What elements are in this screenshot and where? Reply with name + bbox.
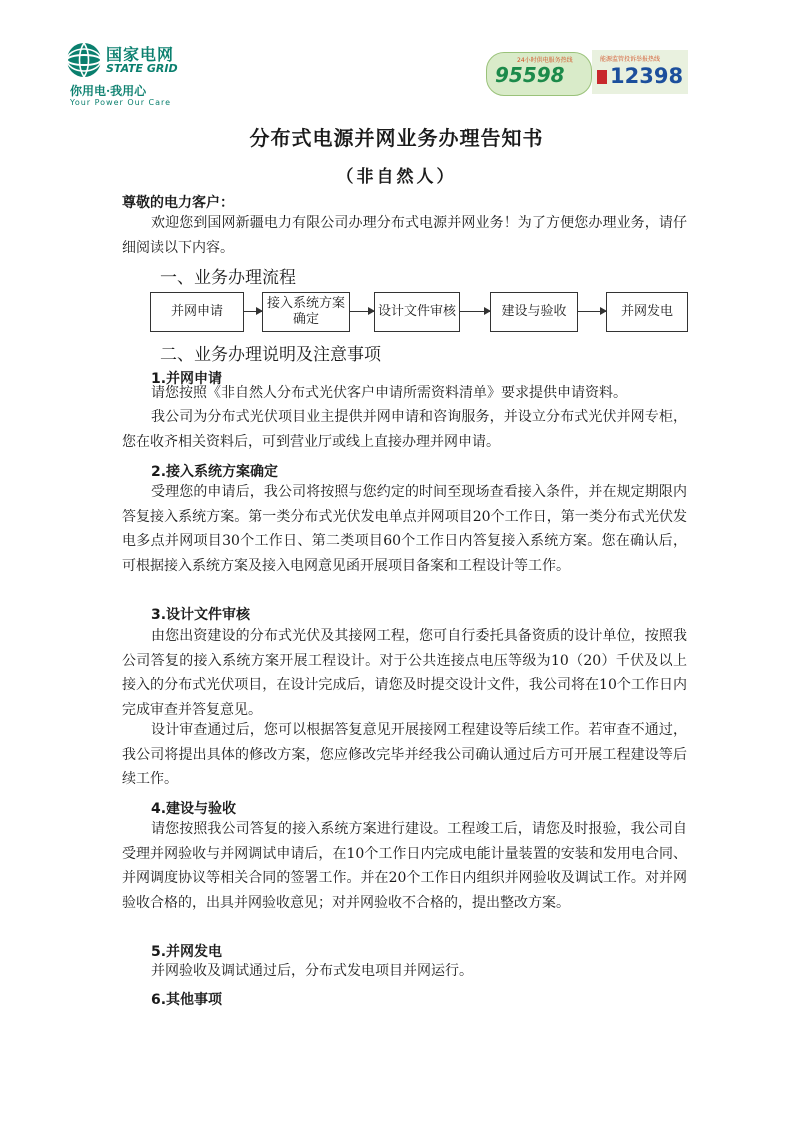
flow-step-grid-connection: 并网发电: [606, 292, 688, 332]
hotline-12398-number: 12398: [610, 64, 684, 88]
item-heading-2: 2.接入系统方案确定: [151, 464, 279, 480]
item-heading-1: 1.并网申请: [151, 371, 223, 387]
item-heading-3: 3.设计文件审核: [151, 607, 251, 623]
section-heading-process: 一、业务办理流程: [160, 268, 296, 288]
hotline-12398-badge: [592, 50, 688, 94]
state-grid-emblem-icon: [64, 40, 104, 80]
hotline-12398-caption: 能源监管投诉举报热线: [600, 56, 661, 63]
flow-step-construction: 建设与验收: [490, 292, 578, 332]
item-heading-4: 4.建设与验收: [151, 801, 237, 817]
item-4-paragraph-1: 请您按照我公司答复的接入系统方案进行建设。工程竣工后，请您及时报验，我公司自受理并网验收与并网调试申请后，在10个工作日内完成电能计量装置的安装和发用电合同、并网调度协议等相关合同的签署工作。并在20个工作日内组织并网验收及调试工作。对并网验收合格的，出具并网验收意见；对并网验收不合格的，提出整改方案。: [122, 821, 687, 911]
document-title: 分布式电源并网业务办理告知书: [249, 126, 544, 150]
slogan-en: Your Power Our Care: [70, 98, 172, 107]
greeting: 尊敬的电力客户：: [122, 195, 234, 211]
state-grid-logo: [64, 40, 214, 110]
slogan-cn: 你用电·我用心: [70, 84, 147, 98]
item-3-paragraph-2: 设计审查通过后，您可以根据答复意见开展接网工程建设等后续工作。若审查不通过，我公司将提出具体的修改方案，您应修改完毕并经我公司确认通过后方可开展工程建设等后续工作。: [122, 722, 687, 787]
flow-arrow-icon: [350, 311, 374, 312]
flow-arrow-icon: [244, 311, 262, 312]
flow-step-design-review: 设计文件审核: [374, 292, 460, 332]
hotline-12398-mark-icon: [597, 70, 607, 84]
item-heading-6: 6.其他事项: [151, 992, 223, 1008]
hotline-95598-badge: [486, 52, 592, 96]
item-3-paragraph-1: 由您出资建设的分布式光伏及其接网工程，您可自行委托具备资质的设计单位，按照我公司答复的接入系统方案开展工程设计。对于公共连接点电压等级为10（20）千伏及以上接入的分布式光伏项目，在设计完成后，请您及时提交设计文件，我公司将在10个工作日内完成审查并答复意见。: [122, 628, 687, 718]
hotline-95598-caption: 24小时供电服务热线: [517, 57, 573, 64]
document-subtitle: （非自然人）: [336, 167, 457, 187]
section-heading-notes: 二、业务办理说明及注意事项: [160, 345, 381, 365]
intro-paragraph: 欢迎您到国网新疆电力有限公司办理分布式电源并网业务！为了方便您办理业务，请仔细阅读以下内容。: [122, 215, 687, 256]
item-1-paragraph-2: 我公司为分布式光伏项目业主提供并网申请和咨询服务，并设立分布式光伏并网专柜，您在收齐相关资料后，可到营业厅或线上直接办理并网申请。: [122, 409, 687, 450]
logo-en-text: STATE GRID: [106, 62, 178, 75]
item-1-paragraph-1: 请您按照《非自然人分布式光伏客户申请所需资料清单》要求提供申请资料。: [151, 385, 627, 401]
logo-cn-text: 国家电网: [106, 45, 175, 64]
item-2-paragraph-1: 受理您的申请后，我公司将按照与您约定的时间至现场查看接入条件，并在规定期限内答复接入系统方案。第一类分布式光伏发电单点并网项目20个工作日，第一类分布式光伏发电多点并网项目30个工作日、第二类项目60个工作日内答复接入系统方案。您在确认后，可根据接入系统方案及接入电网意见函开展项目备案和工程设计等工作。: [122, 484, 687, 574]
flow-arrow-icon: [578, 311, 606, 312]
flow-step-apply: 并网申请: [150, 292, 244, 332]
flow-step-scheme: 接入系统方案确定: [262, 292, 350, 332]
flow-arrow-icon: [460, 311, 490, 312]
item-5-paragraph-1: 并网验收及调试通过后，分布式发电项目并网运行。: [151, 963, 473, 979]
item-heading-5: 5.并网发电: [151, 944, 223, 960]
hotline-95598-number: 95598: [495, 63, 565, 87]
